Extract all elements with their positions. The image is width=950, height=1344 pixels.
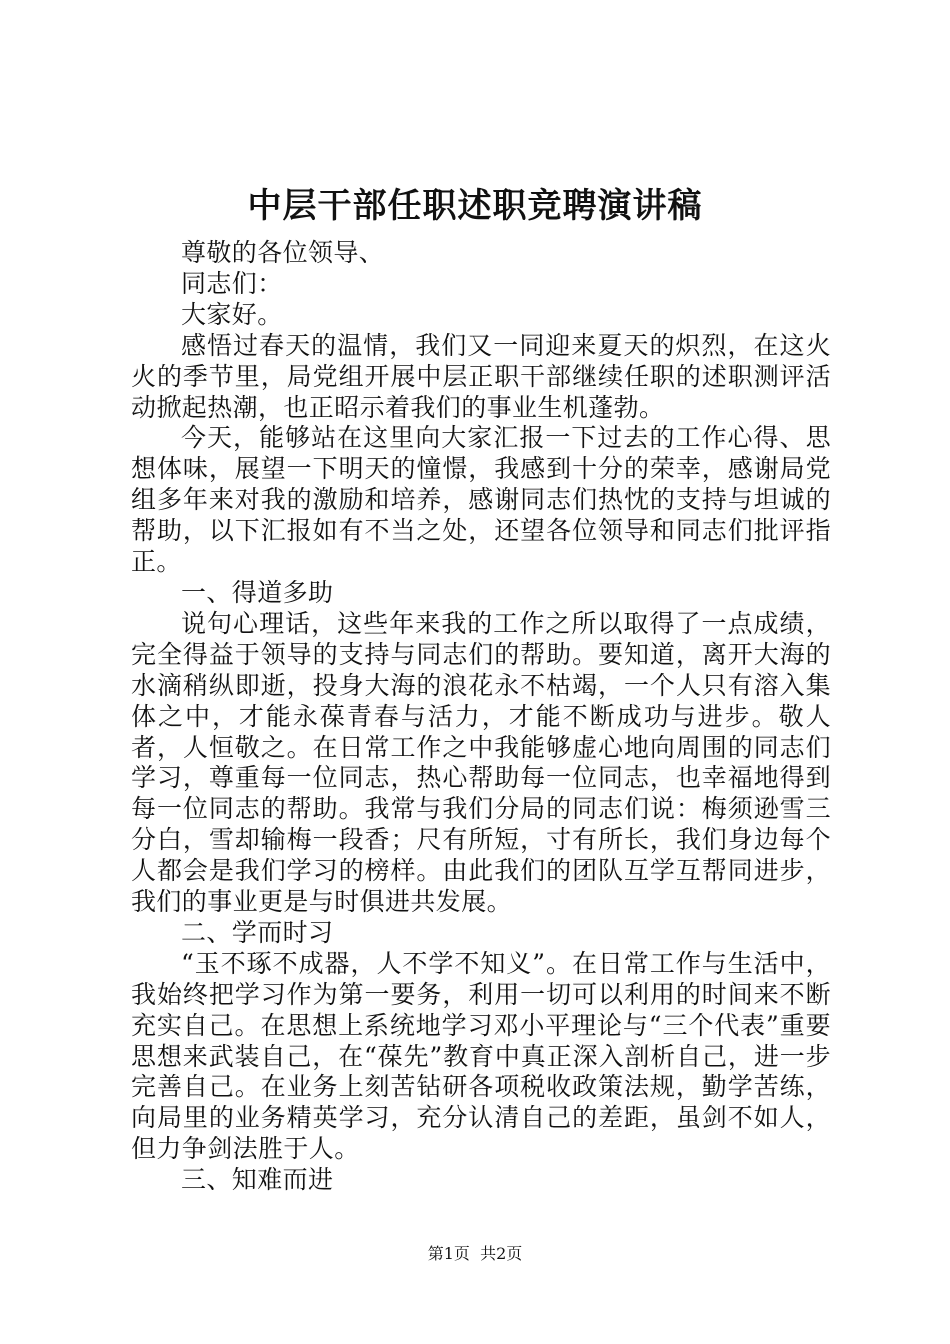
document-body: [131, 238, 831, 1196]
section-heading-1: 一、得道多助: [181, 577, 334, 607]
salutation-line-1: 尊敬的各位领导、: [181, 238, 385, 267]
salutation-line-2: 同志们：: [181, 268, 283, 298]
body-paragraph: 说句心理话，这些年来我的工作之所以取得了一点成绩，完全得益于领导的支持与同志们的帮助。要知道，离开大海的水滴稍纵即逝，投身大海的浪花永不枯竭，一个人只有溶入集体之中，才能永葆青春与活力，才能不断成功与进步。敬人者，人恒敬之。在日常工作之中我能够虚心地向周围的同志们学习，尊重每一位同志，热心帮助每一位同志，也幸福地得到每一位同志的帮助。我常与我们分局的同志们说：梅须逊雪三分白，雪却输梅一段香；尺有所短，寸有所长，我们身边每个人都会是我们学习的榜样。由此我们的团队互学互帮同进步，我们的事业更是与时俱进共发展。: [131, 608, 831, 917]
document-title: 中层干部任职述职竞聘演讲稿: [247, 186, 703, 226]
section-heading-3: 三、知难而进: [181, 1165, 334, 1195]
body-paragraph: “玉不琢不成器，人不学不知义”。在日常工作与生活中，我始终把学习作为第一要务，利用一切可以利用的时间来不断充实自己。在思想上系统地学习邓小平理论与“三个代表”重要思想来武装自己，在“葆先”教育中真正深入剖析自己，进一步完善自己。在业务上刻苦钻研各项税收政策法规，勤学苦练，向局里的业务精英学习，充分认清自己的差距，虽剑不如人，但力争剑法胜于人。: [131, 948, 831, 1164]
greeting: 大家好。: [181, 299, 283, 329]
body-paragraph: 今天，能够站在这里向大家汇报一下过去的工作心得、思想体味，展望一下明天的憧憬，我感到十分的荣幸，感谢局党组多年来对我的激励和培养，感谢同志们热忱的支持与坦诚的帮助，以下汇报如有不当之处，还望各位领导和同志们批评指正。: [131, 423, 831, 577]
page-footer: 第1页 共2页: [427, 1244, 523, 1263]
section-heading-2: 二、学而时习: [181, 917, 334, 947]
body-paragraph: 感悟过春天的温情，我们又一同迎来夏天的炽烈，在这火火的季节里，局党组开展中层正职干部继续任职的述职测评活动掀起热潮，也正昭示着我们的事业生机蓬勃。: [131, 330, 831, 422]
